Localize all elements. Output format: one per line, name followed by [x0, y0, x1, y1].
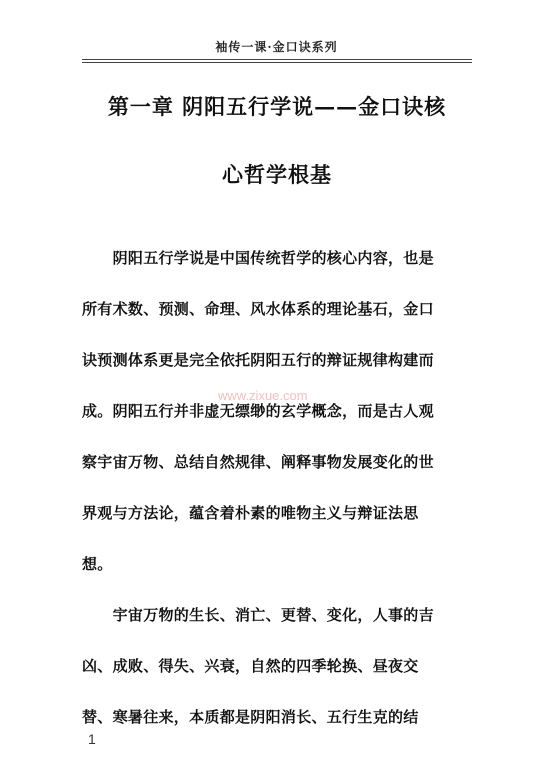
- paragraph-2-line-2: 凶、成败、得失、兴衰，自然的四季轮换、昼夜交: [82, 657, 419, 675]
- paragraph-2-line-1: 宇宙万物的生长、消亡、更替、变化，人事的吉: [82, 606, 434, 624]
- chapter-title-line-2: 心哲学根基: [222, 162, 332, 187]
- page-number: 1: [88, 731, 96, 747]
- header-rule-top: [82, 59, 472, 60]
- chapter-title-line-1: 第一章 阴阳五行学说——金口诀核: [107, 94, 447, 119]
- watermark: www.zixue.com: [218, 388, 308, 403]
- paragraph-1-line-7: 想。: [82, 555, 113, 573]
- paragraph-2-line-3: 替、寒暑往来，本质都是阴阳消长、五行生克的结: [82, 708, 419, 726]
- paragraph-1-line-6: 界观与方法论，蕴含着朴素的唯物主义与辩证法思: [82, 504, 419, 522]
- paragraph-1-line-2: 所有术数、预测、命理、风水体系的理论基石，金口: [82, 300, 434, 318]
- paragraph-1-line-3: 诀预测体系更是完全依托阴阳五行的辩证规律构建而: [82, 351, 434, 369]
- paragraph-1-line-4: 成。阴阳五行并非虚无缥缈的玄学概念，而是古人观: [82, 402, 434, 420]
- body-text: [82, 233, 474, 743]
- paragraph-1-line-1: 阴阳五行学说是中国传统哲学的核心内容，也是: [82, 249, 434, 267]
- header-rule-bottom: [82, 62, 472, 63]
- paragraph-1-line-5: 察宇宙万物、总结自然规律、阐释事物发展变化的世: [82, 453, 434, 471]
- running-header: 袖传一课·金口诀系列: [215, 40, 338, 54]
